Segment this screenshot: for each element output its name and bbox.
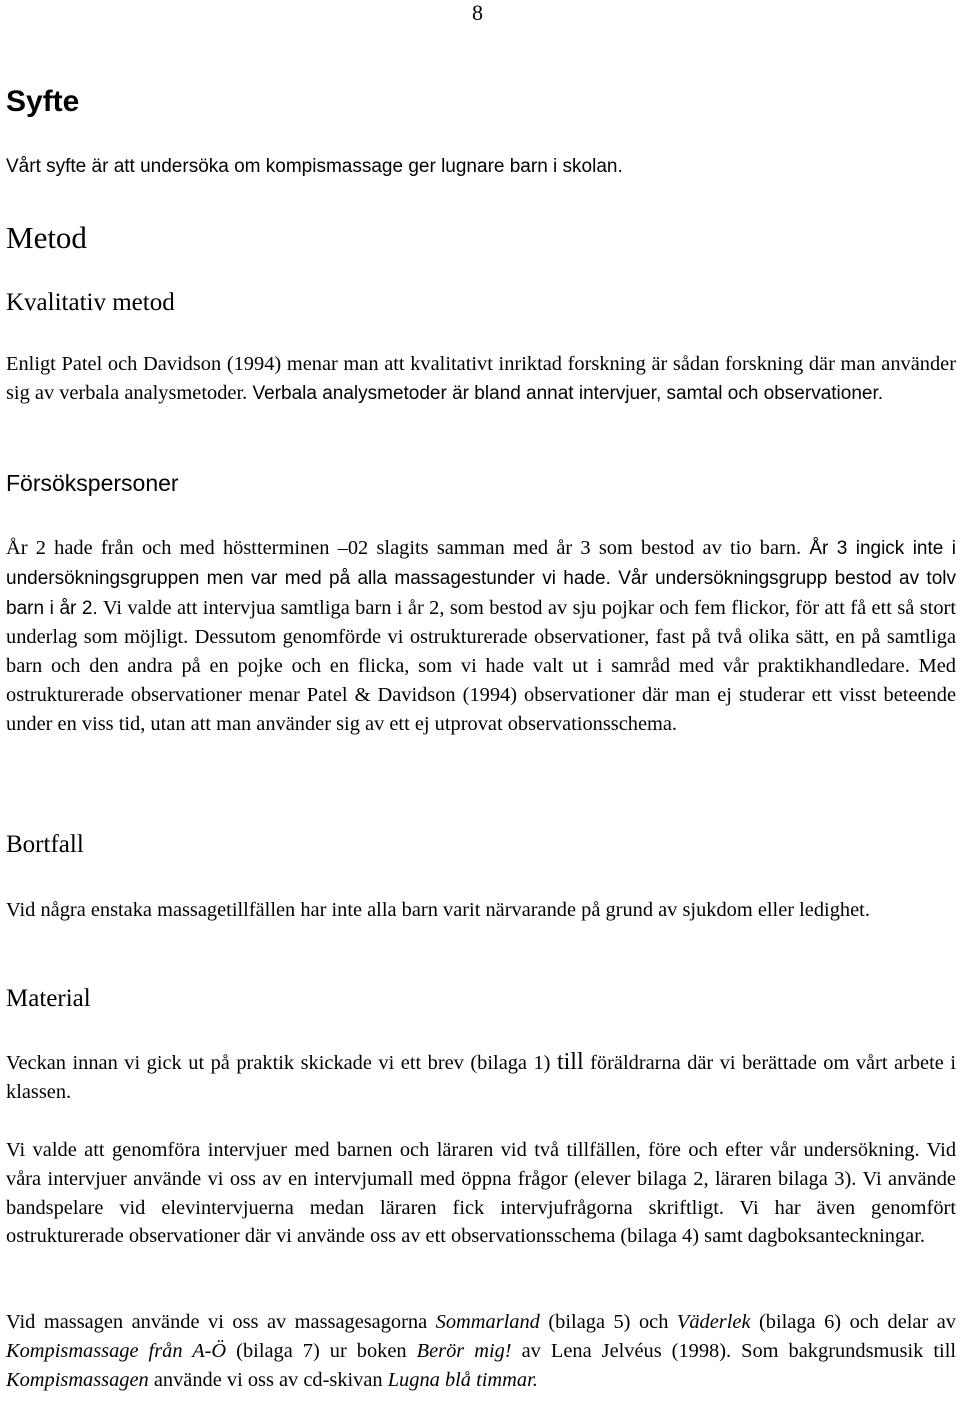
material-p2-c: Vi använde bandspelare vid elevintervjuerna medan läraren fick intervjufrågorna skriftligt. (6, 1167, 956, 1219)
heading-material: Material (6, 985, 91, 1012)
metod-text-a: Enligt Patel och Davidson (1994) menar man att kvalitativt inriktad forskning är sådan forskning där man använder sig av verbala analysmetoder. (6, 353, 956, 404)
syfte-text (6, 152, 956, 182)
material-p3-6: Som bakgrundsmusik till (731, 1339, 957, 1362)
material-p3-3: (bilaga 6) och delar av (750, 1311, 956, 1333)
material-p3-1: Vid massagen använde vi oss av massagesagorna (6, 1311, 436, 1333)
heading-syfte: Syfte (6, 85, 80, 118)
material-p3-sommarland: Sommarland (435, 1311, 540, 1333)
page-number: 8 (472, 0, 483, 25)
material-p3-4: (bilaga 7) ur boken (226, 1339, 417, 1362)
heading-forsokspersoner: Försökspersoner (6, 470, 179, 496)
heading-metod: Metod (6, 220, 87, 255)
material-p3-vaderlek: Väderlek (676, 1311, 751, 1333)
material-p1-b: föräldrarna där vi berättade om vårt arbete i klassen. (6, 1052, 956, 1103)
syfte-text-line: Vårt syfte är att undersöka om kompismassage ger lugnare barn i skolan. (6, 156, 623, 177)
material-p2-d: Vi har även genomfört ostrukturerade observationer där vi använde oss av ett observationsschema (bilaga 4) samt dagboksanteckningar. (6, 1196, 956, 1248)
forsokspersoner-line1: År 2 hade från och med höstterminen –02 slagits samman med år 3 som bestod av tio barn. (6, 537, 802, 559)
forsokspersoner-line3: Vi valde att intervjua samtliga barn i år 2, som bestod av sju pojkar och fem flickor, för att få ett så stort underlag som möjligt. (6, 596, 956, 649)
material-paragraph-3 (6, 1308, 956, 1394)
forsokspersoner-line4: Dessutom genomförde vi ostrukturerade observationer, fast på två olika sätt, en på samtliga barn och den andra på en pojke och en flicka, som vi hade valt ut i samråd med vår praktikhandledare. (6, 626, 956, 678)
material-paragraph-1 (6, 1048, 956, 1107)
heading-bortfall: Bortfall (6, 831, 84, 858)
material-p2-a: Vi valde att genomföra intervjuer med barnen och läraren vid två tillfällen, före och efter vår undersökning. (6, 1139, 920, 1161)
material-p3-5: av Lena Jelvéus (1998). (511, 1339, 732, 1362)
heading-kvalitativ-metod: Kvalitativ metod (6, 289, 175, 316)
material-p1-a: Veckan innan vi gick ut på praktik skickade vi ett brev (bilaga 1) (6, 1052, 557, 1074)
forsokspersoner-line5: Med ostrukturerade observationer menar Patel & Davidson (1994) observationer där man ej studerar ett visst beteende under en viss tid, utan att man använder sig av ett ej utprovat observationsschema. (6, 655, 956, 735)
material-p3-kompismassagen: Kompismassagen (6, 1368, 149, 1391)
metod-paragraph (6, 350, 956, 409)
bortfall-text: Vid några enstaka massagetillfällen har inte alla barn varit närvarande på grund av sjukdom eller ledighet. (6, 899, 870, 921)
material-p2-b: Vid våra intervjuer använde vi oss av en intervjumall med öppna frågor (elever bilaga 2, läraren bilaga 3). (6, 1139, 957, 1190)
material-p3-2: (bilaga 5) och (539, 1311, 677, 1333)
forsokspersoner-line2: År 3 ingick inte i undersökningsgruppen men var med på alla massagestunder vi hade. Vår undersökningsgrupp bestod av tolv barn i år 2. (6, 538, 956, 619)
forsokspersoner-paragraph (6, 534, 956, 739)
material-p3-kompismassage: Kompismassage från A-Ö (6, 1339, 227, 1362)
material-p3-beror-mig: Berör mig! (416, 1339, 512, 1362)
metod-text-b: Verbala analysmetoder är bland annat intervjuer, samtal och observationer. (247, 382, 884, 404)
material-paragraph-2 (6, 1136, 956, 1251)
material-p3-lugna: Lugna blå timmar. (387, 1368, 538, 1391)
material-p3-7: använde vi oss av cd-skivan (148, 1368, 388, 1391)
material-p1-till: till (556, 1049, 584, 1075)
